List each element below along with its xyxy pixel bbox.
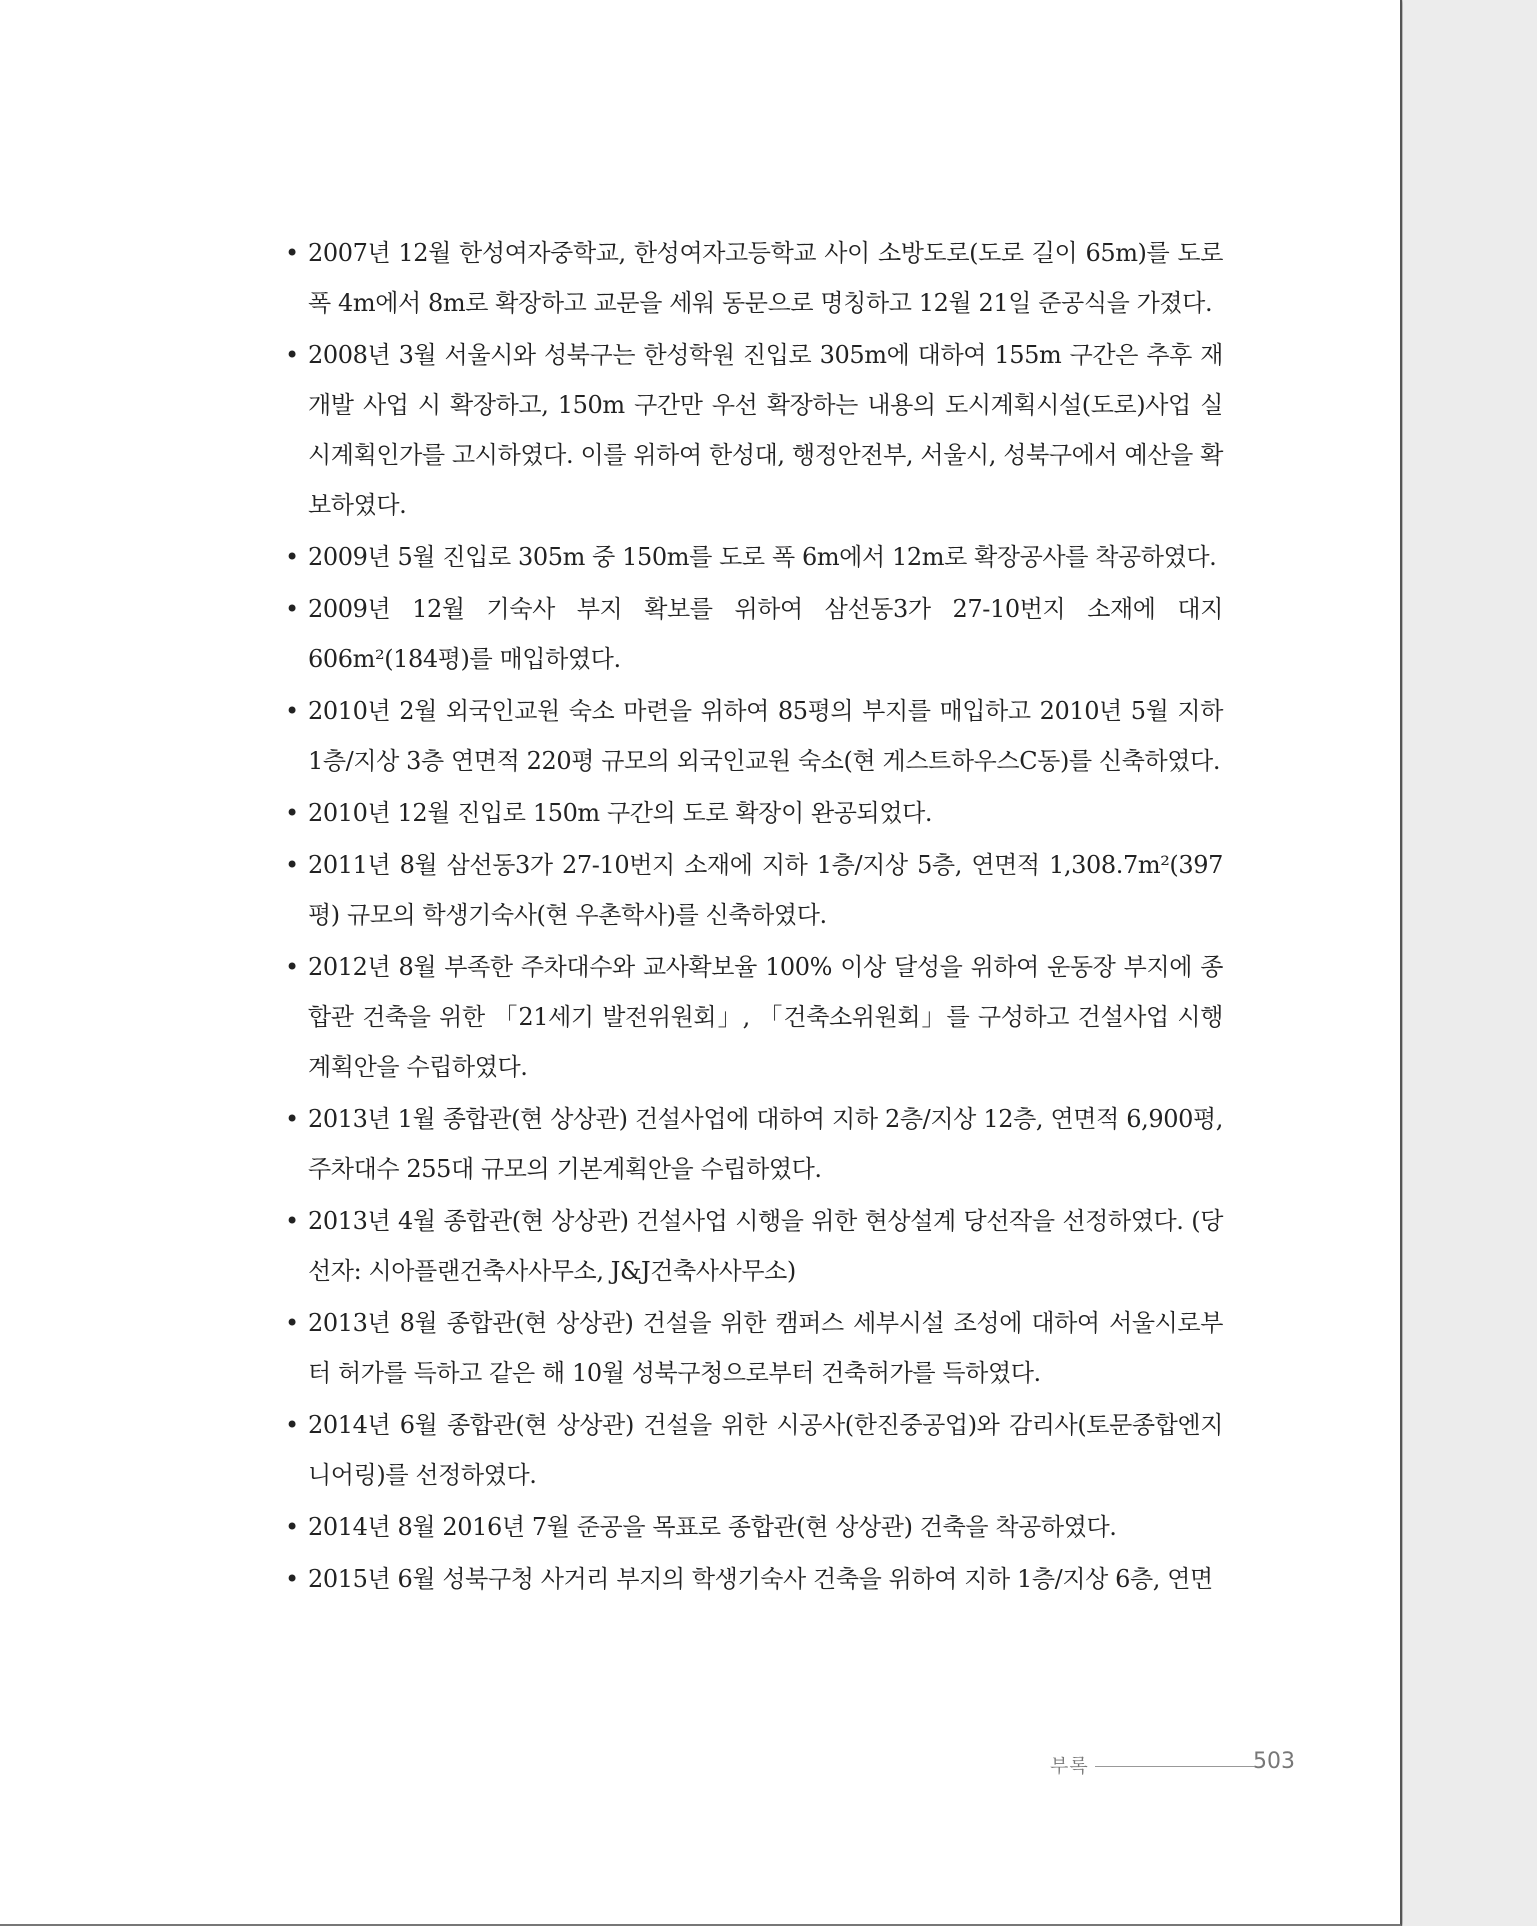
list-item-text: 2009년 12월 기숙사 부지 확보를 위하여 삼선동3가 27-10번지 소재에 대지 606m²(184평)를 매입하였다. xyxy=(308,595,1223,673)
list-item-text: 2011년 8월 삼선동3가 27-10번지 소재에 지하 1층/지상 5층, 연면적 1,308.7m²(397평) 규모의 학생기숙사(현 우촌학사)를 신축하였다. xyxy=(308,851,1223,929)
list-item xyxy=(283,532,1223,582)
list-item xyxy=(283,330,1223,530)
list-item-text: 2013년 4월 종합관(현 상상관) 건설사업 시행을 위한 현상설계 당선작을 선정하였다. (당선자: 시아플랜건축사사무소, J&J건축사사무소) xyxy=(308,1207,1223,1285)
list-item xyxy=(283,942,1223,1092)
list-item-text: 2009년 5월 진입로 305m 중 150m를 도로 폭 6m에서 12m로 확장공사를 착공하였다. xyxy=(308,543,1217,571)
list-item xyxy=(283,228,1223,328)
bullet: • xyxy=(285,1513,299,1541)
list-item xyxy=(283,1400,1223,1500)
list-item xyxy=(283,1094,1223,1194)
page-footer xyxy=(1040,1745,1300,1785)
bullet: • xyxy=(285,799,299,827)
list-item xyxy=(283,1196,1223,1296)
bullet: • xyxy=(285,1565,299,1593)
list-item-text: 2015년 6월 성북구청 사거리 부지의 학생기숙사 건축을 위하여 지하 1층/지상 6층, 연면 xyxy=(308,1565,1213,1593)
list-item-text: 2008년 3월 서울시와 성북구는 한성학원 진입로 305m에 대하여 155m 구간은 추후 재개발 사업 시 확장하고, 150m 구간만 우선 확장하는 내용의 도시계획시설(도로)사업 실시계획인가를 고시하였다. 이를 위하여 한성대, 행정안전부, 서울시, 성북구에서 예산을 확보하였다. xyxy=(308,341,1223,519)
list-item-text: 2007년 12월 한성여자중학교, 한성여자고등학교 사이 소방도로(도로 길이 65m)를 도로 폭 4m에서 8m로 확장하고 교문을 세워 동문으로 명칭하고 12월 21일 준공식을 가졌다. xyxy=(308,239,1223,317)
list-item-text: 2013년 8월 종합관(현 상상관) 건설을 위한 캠퍼스 세부시설 조성에 대하여 서울시로부터 허가를 득하고 같은 해 10월 성북구청으로부터 건축허가를 득하였다. xyxy=(308,1309,1223,1387)
bullet: • xyxy=(285,953,299,981)
list-item-text: 2012년 8월 부족한 주차대수와 교사확보율 100% 이상 달성을 위하여 운동장 부지에 종합관 건축을 위한 「21세기 발전위원회」, 「건축소위원회」를 구성하고 건설사업 시행 계획안을 수립하였다. xyxy=(308,953,1223,1081)
footer-section-label: 부록 xyxy=(1050,1755,1089,1777)
bullet: • xyxy=(285,1207,299,1235)
list-item xyxy=(283,686,1223,786)
list-item-text: 2010년 12월 진입로 150m 구간의 도로 확장이 완공되었다. xyxy=(308,799,933,827)
list-item xyxy=(283,1554,1223,1604)
list-item-text: 2014년 6월 종합관(현 상상관) 건설을 위한 시공사(한진중공업)와 감리사(토문종합엔지니어링)를 선정하였다. xyxy=(308,1411,1223,1489)
list-item-text: 2010년 2월 외국인교원 숙소 마련을 위하여 85평의 부지를 매입하고 2010년 5월 지하 1층/지상 3층 연면적 220평 규모의 외국인교원 숙소(현 게스트하우스C동)를 신축하였다. xyxy=(308,697,1223,775)
footer-rule xyxy=(1095,1766,1255,1767)
page-number: 503 xyxy=(1253,1749,1295,1774)
list-item xyxy=(283,840,1223,940)
list-item xyxy=(283,1502,1223,1552)
bullet: • xyxy=(285,239,299,267)
bullet: • xyxy=(285,697,299,725)
bullet: • xyxy=(285,341,299,369)
bullet: • xyxy=(285,1105,299,1133)
page-background-edge xyxy=(1403,0,1537,1926)
bullet: • xyxy=(285,851,299,879)
bullet-list xyxy=(283,228,1223,1606)
list-item-text: 2013년 1월 종합관(현 상상관) 건설사업에 대하여 지하 2층/지상 12층, 연면적 6,900평, 주차대수 255대 규모의 기본계획안을 수립하였다. xyxy=(308,1105,1223,1183)
bullet: • xyxy=(285,595,299,623)
bullet: • xyxy=(285,1411,299,1439)
list-item xyxy=(283,788,1223,838)
bullet: • xyxy=(285,543,299,571)
bullet: • xyxy=(285,1309,299,1337)
list-item-text: 2014년 8월 2016년 7월 준공을 목표로 종합관(현 상상관) 건축을 착공하였다. xyxy=(308,1513,1117,1541)
list-item xyxy=(283,1298,1223,1398)
list-item xyxy=(283,584,1223,684)
